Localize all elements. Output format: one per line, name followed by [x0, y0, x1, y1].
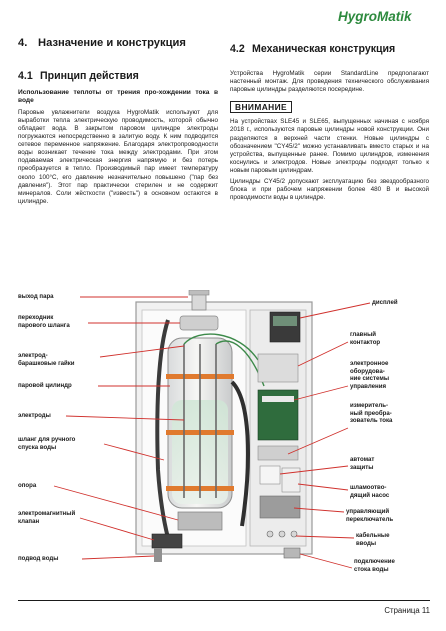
label-water-inlet: подвод воды — [18, 555, 59, 562]
label-wing-nuts: электрод- барашковые гайки — [18, 352, 75, 367]
subsection-4-2-heading — [230, 43, 395, 55]
hygromatik-logo — [338, 7, 430, 25]
label-steam-cylinder: паровой цилиндр — [18, 382, 72, 389]
page-number: Страница 11 — [384, 606, 430, 615]
section-heading — [18, 37, 186, 49]
section-number: 4. — [18, 37, 28, 49]
label-drain-hose: шланг для ручного спуска воды — [18, 436, 76, 451]
label-circuit-breaker: автомат защиты — [350, 456, 375, 471]
label-electrodes: электроды — [18, 412, 51, 419]
label-cable-glands: кабельные вводы — [356, 532, 390, 547]
subsection-4-1-title: Принцип действия — [40, 70, 139, 82]
subsection-4-2-title: Механическая конструкция — [252, 43, 396, 55]
label-support: опора — [18, 482, 37, 489]
label-hose-adapter: переходник парового шланга — [18, 314, 70, 329]
warning-badge: ВНИМАНИЕ — [230, 101, 292, 113]
label-control-switch: управляющий переключатель — [346, 508, 394, 523]
label-current-transducer: измеритель- ный преобра- зователь тока — [350, 402, 393, 425]
cylinder-change-paragraph: На устройствах SLE45 и SLE65, выпущенных начиная с ноября 2018 г., используются паровые цилиндры новой конструкции. Они разделяются в верхней части стенки. Новые цилиндры с обозначением "CY45/2" можно устанавливать вместо старых и на устройства, выпущенные ранее. Помимо цилиндров, изменения коснулись и электродов. Новые электроды подходят только к новым паровым цилиндрам. — [230, 118, 429, 174]
label-sludge-pump: шламоотво- дящий насос — [350, 484, 390, 499]
svg-text:HygroMatik: HygroMatik — [338, 9, 412, 24]
subsection-4-1-number: 4.1 — [18, 70, 33, 82]
label-main-contactor: главный контактор — [350, 331, 381, 346]
label-display: дисплей — [372, 299, 398, 306]
mounting-paragraph: Устройства HygroMatik серии StandardLine предполагают настенный монтаж. Для проведения технического обслуживания паровые цилиндры разделяются посередине. — [230, 70, 429, 94]
label-solenoid-valve: электромагнитный клапан — [18, 510, 76, 525]
left-column — [18, 89, 218, 209]
subsection-4-2-number: 4.2 — [230, 43, 245, 55]
principle-paragraph: Паровые увлажнители воздуха HygroMatik используют для выработки тепла электрическую проводимость, которой обычно обладает вода. В закрытом паровом цилиндре электроды погружаются непосредственно в залитую воду. К ним подводится сетевое переменное напряжение. Благодаря электропроводности воды возникает течение тока между электродами. При этом подаваемая электрическая энергия напрямую и без потерь преобразуется в тепло. Производимый пар имеет температуру около 100°С, его давление незначительно повышено ("пар без давления"). Этот пар практически стерилен и не содержит минералов. Соли жёсткости ("известь") в основном остаются в цилиндре. — [18, 108, 218, 205]
friction-subheading: Использование теплоты от трения про-хождении тока в воде — [18, 89, 218, 105]
section-title: Назначение и конструкция — [38, 37, 186, 49]
subsection-4-1-heading — [18, 70, 139, 82]
footer-divider — [18, 600, 430, 601]
label-steam-outlet: выход пара — [18, 293, 54, 300]
right-column — [230, 70, 429, 205]
label-control-electronics: электронное оборудова- ние системы управления — [350, 360, 390, 390]
cy45-paragraph: Цилиндры CY45/2 допускают эксплуатацию без звездообразного блока и при рабочем напряжении более 480 В и высокой проводимости воды в цилиндре. — [230, 178, 429, 202]
device-diagram — [18, 290, 430, 582]
label-drain-connection: подключение стока воды — [354, 558, 395, 573]
logo-wordmark-icon — [338, 8, 430, 24]
